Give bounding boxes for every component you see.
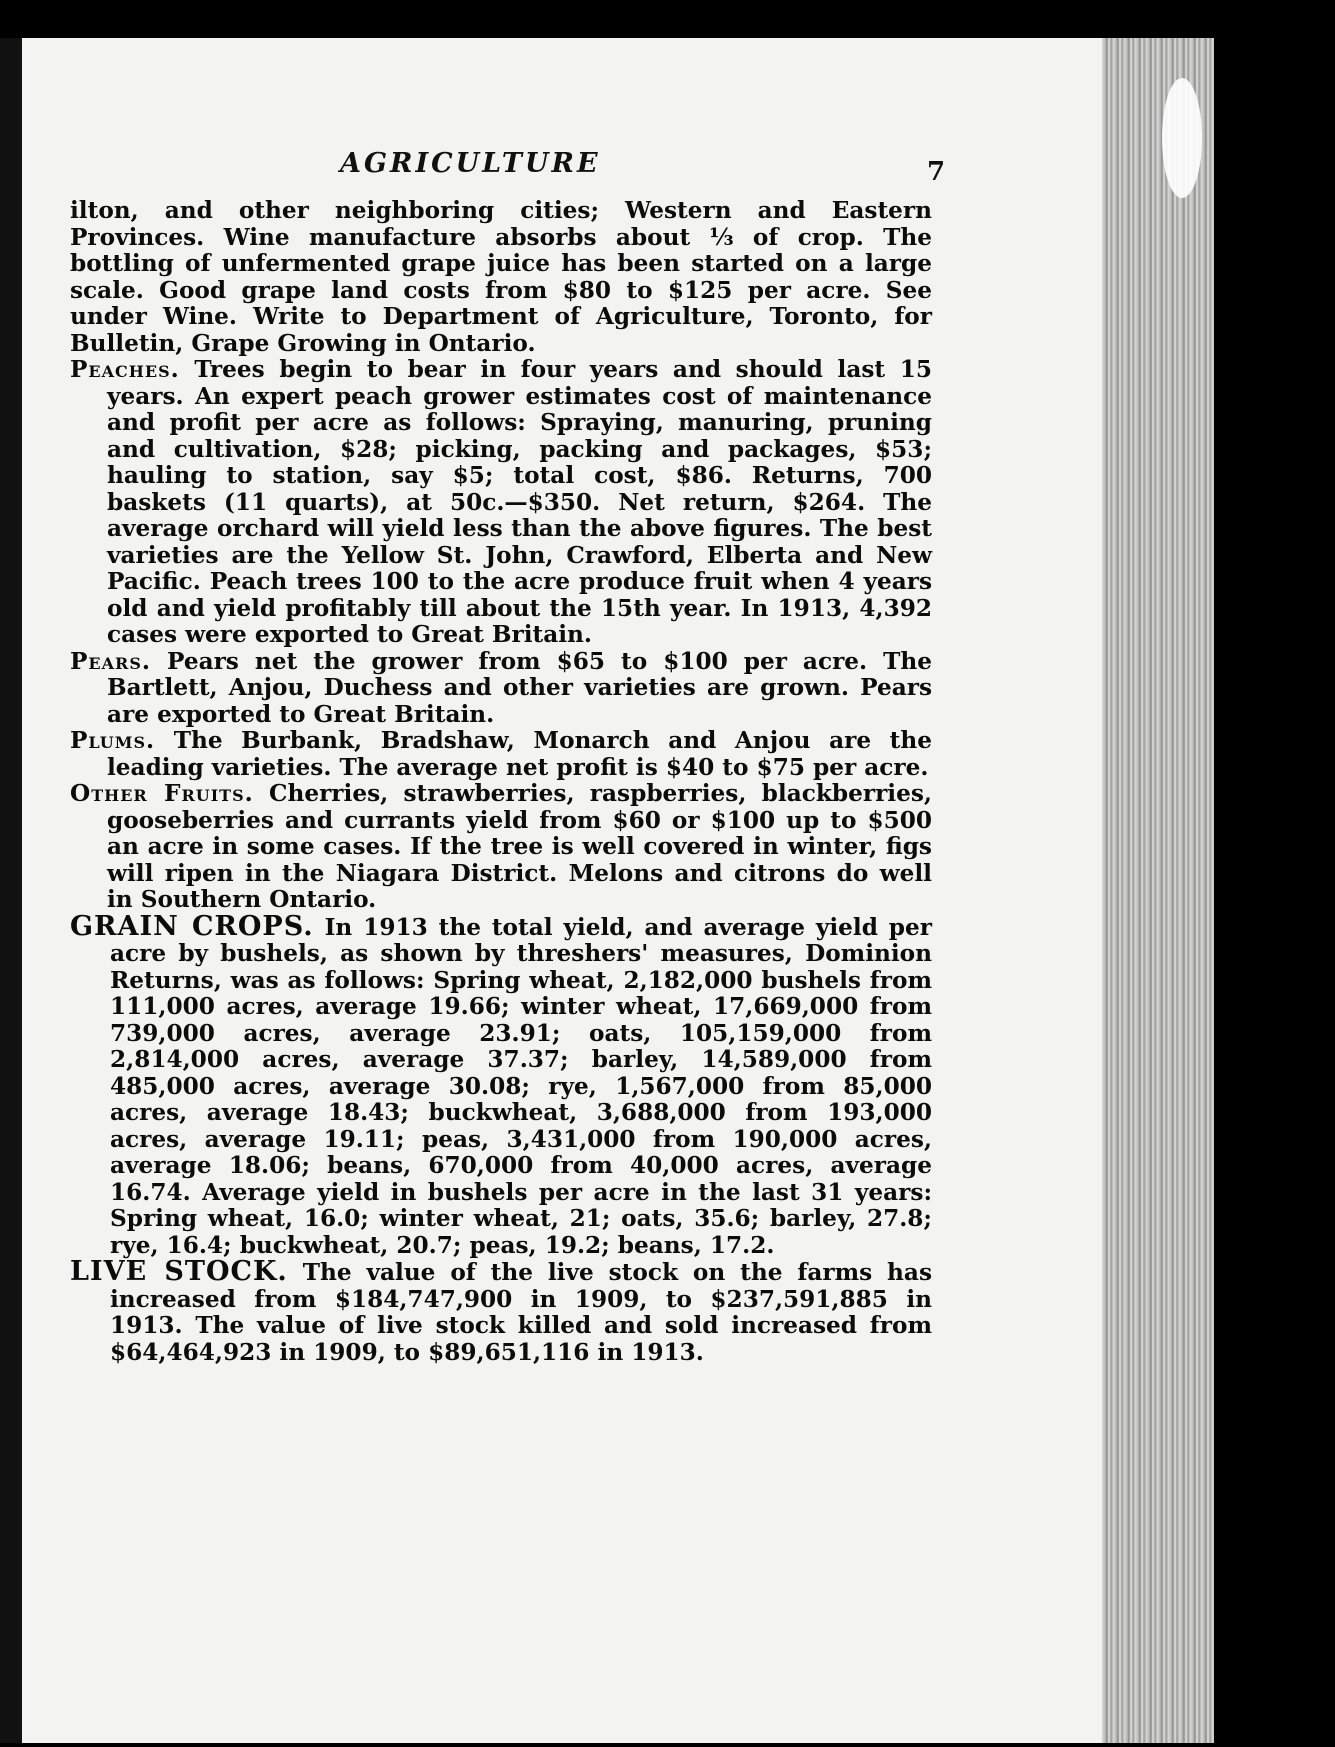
- body-text: [70, 198, 932, 1366]
- section-live-stock: [70, 1256, 932, 1366]
- paragraph-grapes-continued: ilton, and other neighboring cities; Western and Eastern Provinces. Wine manufacture absorbs about ⅓ of crop. The bottling of unfermented grape juice has been started on a large scale. Good grape land costs from $80 to $125 per acre. See under Wine. Write to Department of Agriculture, Toronto, for Bulletin, Grape Growing in Ontario.: [70, 197, 932, 357]
- entry-heading: Plums.: [70, 727, 156, 754]
- entry-other-fruits: [70, 780, 932, 914]
- section-heading: GRAIN CROPS.: [70, 910, 314, 942]
- entry-body: The Burbank, Bradshaw, Monarch and Anjou are the leading varieties. The average net profit is $40 to $75 per acre.: [107, 727, 932, 781]
- entry-peaches: [70, 356, 932, 649]
- entry-body: Trees begin to bear in four years and should last 15 years. An expert peach grower estimates cost of maintenance and profit per acre as follows: Spraying, manuring, pruning and cultivation, $28; picking, packing and packages, $53; hauling to station, say $5; total cost, $86. Returns, 700 baskets (11 quarts), at 50c.—$350. Net return, $264. The average orchard will yield less than the above figures. The best varieties are the Yellow St. John, Crawford, Elberta and New Pacific. Peach trees 100 to the acre produce fruit when 4 years old and yield profitably till about the 15th year. In 1913, 4,392 cases were exported to Great Britain.: [107, 356, 932, 648]
- page-number: 7: [927, 157, 946, 187]
- entry-heading: Other Fruits.: [70, 780, 254, 807]
- book-spine-shadow: [0, 38, 22, 1743]
- section-body: The value of the live stock on the farms has increased from $184,747,900 in 1909, to $237,591,885 in 1913. The value of live stock killed and sold increased from $64,464,923 in 1909, to $89,651,116 in 1913.: [110, 1259, 932, 1366]
- section-grain-crops: [70, 910, 932, 1260]
- running-head: AGRICULTURE: [340, 148, 601, 179]
- entry-heading: Peaches.: [70, 356, 180, 383]
- entry-pears: [70, 647, 932, 729]
- section-heading: LIVE STOCK.: [70, 1256, 288, 1287]
- entry-heading: Pears.: [70, 647, 151, 675]
- page-edges: [1102, 38, 1214, 1743]
- section-body: In 1913 the total yield, and average yield per acre by bushels, as shown by threshers' measures, Dominion Returns, was as follows: Spring wheat, 2,182,000 bushels from 111,000 acres, average 19.66; winter wheat, 17,669,000 from 739,000 acres, average 23.91; oats, 105,159,000 from 2,814,000 acres, average 37.37; barley, 14,589,000 from 485,000 acres, average 30.08; rye, 1,567,000 from 85,000 acres, average 18.43; buckwheat, 3,688,000 from 193,000 acres, average 19.11; peas, 3,431,000 from 190,000 acres, average 18.06; beans, 670,000 from 40,000 acres, average 16.74. Average yield in bushels per acre in the last 31 years: Spring wheat, 16.0; winter wheat, 21; oats, 35.6; barley, 27.8; rye, 16.4; buckwheat, 20.7; peas, 19.2; beans, 17.2.: [110, 913, 932, 1259]
- entry-plums: [70, 727, 932, 781]
- entry-body: Cherries, strawberries, raspberries, blackberries, gooseberries and currants yield from $60 or $100 up to $500 an acre in some cases. If the tree is well covered in winter, figs will ripen in the Niagara District. Melons and citrons do well in Southern Ontario.: [107, 780, 932, 913]
- entry-body: Pears net the grower from $65 to $100 per acre. The Bartlett, Anjou, Duchess and other varieties are grown. Pears are exported to Great Britain.: [107, 647, 932, 728]
